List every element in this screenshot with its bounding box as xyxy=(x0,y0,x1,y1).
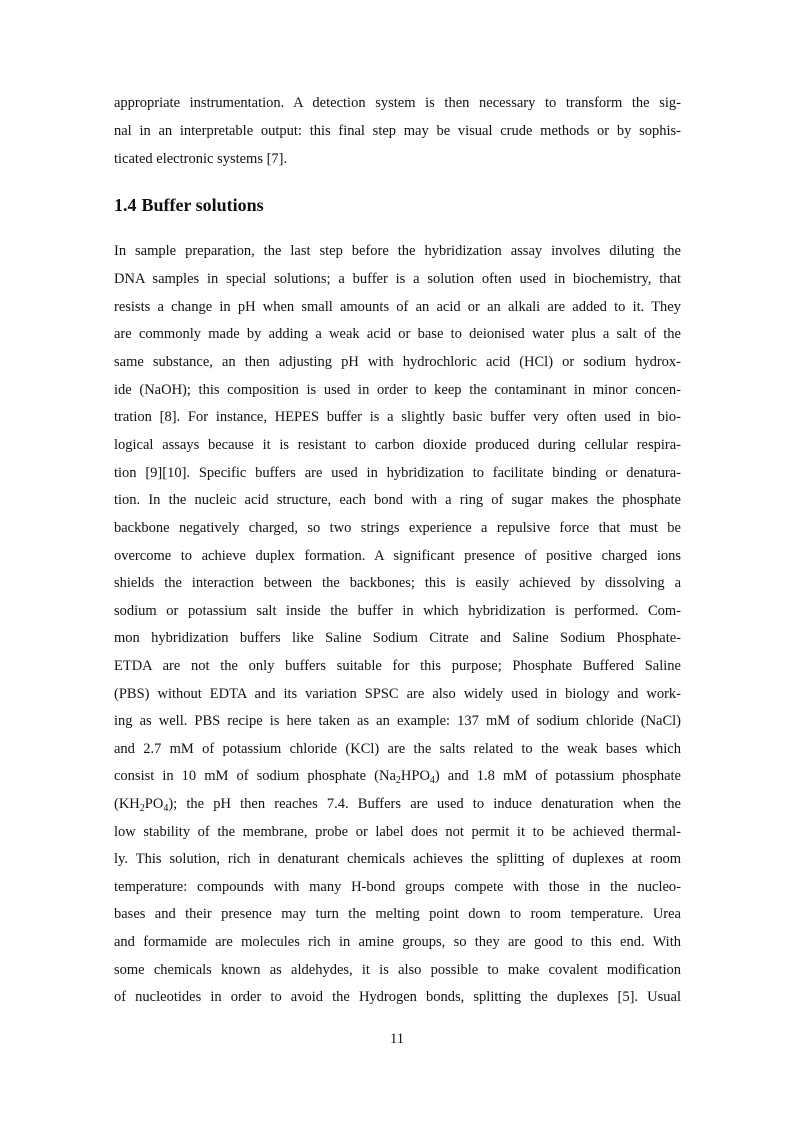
text-run: (KH xyxy=(114,796,140,812)
text-run: ); the pH then reaches 7.4. Buffers are used to induce denaturation when the xyxy=(168,796,681,812)
text-run: consist in 10 mM of sodium phosphate (Na xyxy=(114,768,396,784)
page-number: 11 xyxy=(390,1031,404,1047)
text-run: ) and 1.8 mM of potassium phosphate xyxy=(434,768,681,784)
text-run: HPO xyxy=(400,768,430,784)
text-line: sodium or potassium salt inside the buffer in which hybridization is performed. Com- xyxy=(114,603,681,619)
subscript: 4 xyxy=(163,803,169,814)
text-line: are commonly made by adding a weak acid or base to deionised water plus a salt of the xyxy=(114,326,681,342)
text-line: logical assays because it is resistant to carbon dioxide produced during cellular respira- xyxy=(114,437,681,453)
subscript: 2 xyxy=(139,803,145,814)
text-line: resists a change in pH when small amounts of an acid or an alkali are added to it. They xyxy=(114,299,681,315)
text-line: (PBS) without EDTA and its variation SPSC are also widely used in biology and work- xyxy=(114,686,681,702)
text-line: same substance, an then adjusting pH with hydrochloric acid (HCl) or sodium hydrox- xyxy=(114,354,681,370)
section-title: Buffer solutions xyxy=(141,195,264,215)
text-line: ly. This solution, rich in denaturant chemicals achieves the splitting of duplexes at room xyxy=(114,851,681,867)
text-line: ticated electronic systems [7]. xyxy=(114,151,288,167)
text-line: tion [9][10]. Specific buffers are used in hybridization to facilitate binding or denatura- xyxy=(114,465,681,481)
text-line: and formamide are molecules rich in amine groups, so they are good to this end. With xyxy=(114,934,681,950)
text-line: tration [8]. For instance, HEPES buffer is a slightly basic buffer very often used in bio- xyxy=(114,409,681,425)
text-line: tion. In the nucleic acid structure, each bond with a ring of sugar makes the phosphate xyxy=(114,492,681,508)
text-line: some chemicals known as aldehydes, it is also possible to make covalent modification xyxy=(114,962,681,978)
text-line: bases and their presence may turn the melting point down to room temperature. Urea xyxy=(114,906,681,922)
text-run: PO xyxy=(144,796,164,812)
text-line: backbone negatively charged, so two strings experience a repulsive force that must be xyxy=(114,520,681,536)
section-heading xyxy=(114,193,681,217)
text-line: overcome to achieve duplex formation. A significant presence of positive charged ions xyxy=(114,548,681,564)
text-line-na2hpo4 xyxy=(114,765,681,787)
text-line: appropriate instrumentation. A detection system is then necessary to transform the sig- xyxy=(114,95,681,111)
text-line: mon hybridization buffers like Saline Sodium Citrate and Saline Sodium Phosphate- xyxy=(114,630,681,646)
subscript: 2 xyxy=(395,775,401,786)
text-line-kh2po4 xyxy=(114,793,681,815)
text-line: ide (NaOH); this composition is used in order to keep the contaminant in minor concen- xyxy=(114,382,681,398)
text-line: DNA samples in special solutions; a buffer is a solution often used in biochemistry, that xyxy=(114,271,681,287)
text-line: of nucleotides in order to avoid the Hydrogen bonds, splitting the duplexes [5]. Usual xyxy=(114,989,681,1005)
text-line: ETDA are not the only buffers suitable for this purpose; Phosphate Buffered Saline xyxy=(114,658,681,674)
subscript: 4 xyxy=(429,775,435,786)
text-line: ing as well. PBS recipe is here taken as an example: 137 mM of sodium chloride (NaCl) xyxy=(114,713,681,729)
text-line: temperature: compounds with many H-bond groups compete with those in the nucleo- xyxy=(114,879,681,895)
section-number: 1.4 xyxy=(114,195,137,215)
text-line: low stability of the membrane, probe or label does not permit it to be achieved thermal- xyxy=(114,824,681,840)
text-line: shields the interaction between the backbones; this is easily achieved by dissolving a xyxy=(114,575,681,591)
text-line: and 2.7 mM of potassium chloride (KCl) are the salts related to the weak bases which xyxy=(114,741,681,757)
text-line: nal in an interpretable output: this final step may be visual crude methods or by sophis- xyxy=(114,123,681,139)
text-line: In sample preparation, the last step before the hybridization assay involves diluting the xyxy=(114,243,681,259)
